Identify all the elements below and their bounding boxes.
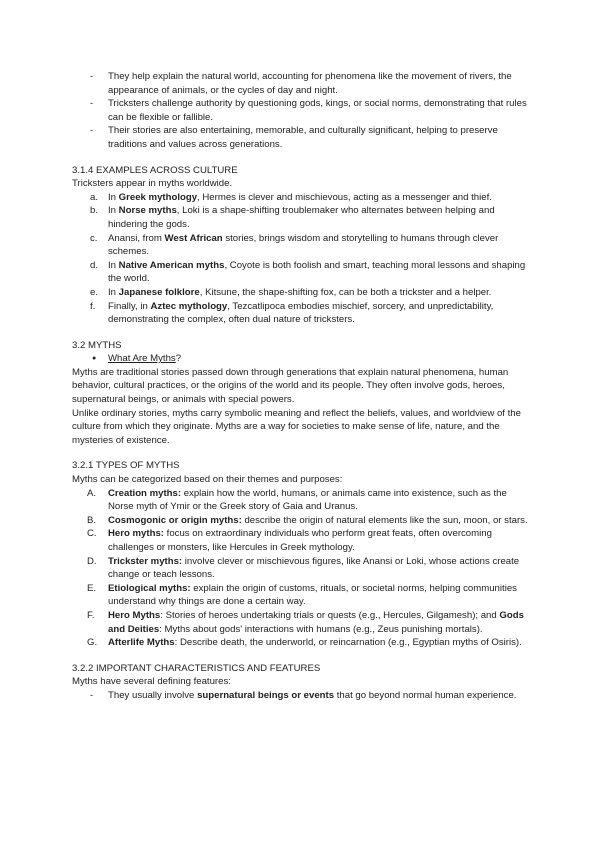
section-intro: Tricksters appear in myths worldwide. [72, 178, 233, 190]
what-are-myths-link[interactable]: What Are Myths [108, 353, 176, 365]
types-list [72, 487, 530, 650]
examples-list [72, 191, 530, 327]
list-item: f. Finally, in Aztec mythology, Tezcatlipoca embodies mischief, sorcery, and unpredictability, demonstrating the complex, often dual nature of tricksters. [90, 300, 494, 326]
list-item: D. Trickster myths: involve clever or mischievous figures, like Anansi or Loki, whose actions create change or teach lessons. [87, 555, 520, 581]
paragraph: Unlike ordinary stories, myths carry symbolic meaning and reflect the beliefs, values, and worldview of the culture from which they originate. Myths are a way for societies to make sense of life, nature, and the mysteries of existence. [72, 407, 521, 446]
list-item: a. In Greek mythology, Hermes is clever and mischievous, acting as a messenger and thief. [90, 191, 492, 203]
list-item: d. In Native American myths, Coyote is both foolish and smart, teaching moral lessons and shaping the world. [90, 259, 526, 285]
list-item: E. Etiological myths: explain the origin of customs, rituals, or societal norms, helping communities understand why things are done a certain way. [87, 582, 517, 608]
section-heading-types: 3.2.1 TYPES OF MYTHS [72, 460, 180, 472]
myths-bullet-list [72, 352, 530, 366]
list-item: - They help explain the natural world, accounting for phenomena like the movement of rivers, the appearance of animals, or the cycles of day and night. [108, 70, 530, 97]
intro-dash-list [72, 70, 530, 152]
list-item: - They usually involve supernatural beings or events that go beyond normal human experience. [108, 689, 530, 703]
list-item: A. Creation myths: explain how the world, humans, or animals came into existence, such as the Norse myth of Ymir or the Greek story of Gaia and Uranus. [87, 487, 507, 513]
paragraph: Myths are traditional stories passed down through generations that explain natural phenomena, human behavior, cultural practices, or the origins of the world and its people. They often involve gods, heroes, supernatural beings, or animals with special powers. [72, 366, 509, 406]
section-intro: Myths can be categorized based on their themes and purposes: [72, 474, 343, 486]
list-item: b. In Norse myths, Loki is a shape-shifting troublemaker who alternates between helping and hindering the gods. [90, 205, 495, 230]
list-item: - Tricksters challenge authority by questioning gods, kings, or social norms, demonstrating that rules can be flexible or fallible. [108, 97, 530, 124]
list-item: F. Hero Myths: Stories of heroes undertaking trials or quests (e.g., Hercules, Gilgamesh); and Gods and Deities: Myths about gods' interactions with humans (e.g., Zeus punishing mortals). [87, 609, 524, 635]
list-item: ● What Are Myths? [108, 352, 530, 366]
section-heading-myths: 3.2 MYTHS [72, 339, 122, 351]
list-item: - Their stories are also entertaining, memorable, and culturally significant, helping to preserve traditions and values across generations. [108, 124, 530, 151]
characteristics-dash-list [72, 689, 530, 703]
list-item: C. Hero myths: focus on extraordinary individuals who perform great feats, often overcoming challenges or monsters, like Hercules in Greek mythology. [87, 528, 492, 553]
list-item: c. Anansi, from West African stories, brings wisdom and storytelling to humans through clever schemes. [90, 232, 499, 258]
list-item: B. Cosmogonic or origin myths: describe the origin of natural elements like the sun, moon, or stars. [87, 514, 528, 526]
section-intro: Myths have several defining features: [72, 676, 231, 688]
list-item: G. Afterlife Myths: Describe death, the underworld, or reincarnation (e.g., Egyptian myths of Osiris). [87, 637, 522, 649]
section-heading-characteristics: 3.2.2 IMPORTANT CHARACTERISTICS AND FEATURES [72, 662, 321, 674]
section-heading-examples: 3.1.4 EXAMPLES ACROSS CULTURE [72, 164, 238, 176]
list-item: e. In Japanese folklore, Kitsune, the shape-shifting fox, can be both a trickster and a helper. [90, 286, 492, 298]
